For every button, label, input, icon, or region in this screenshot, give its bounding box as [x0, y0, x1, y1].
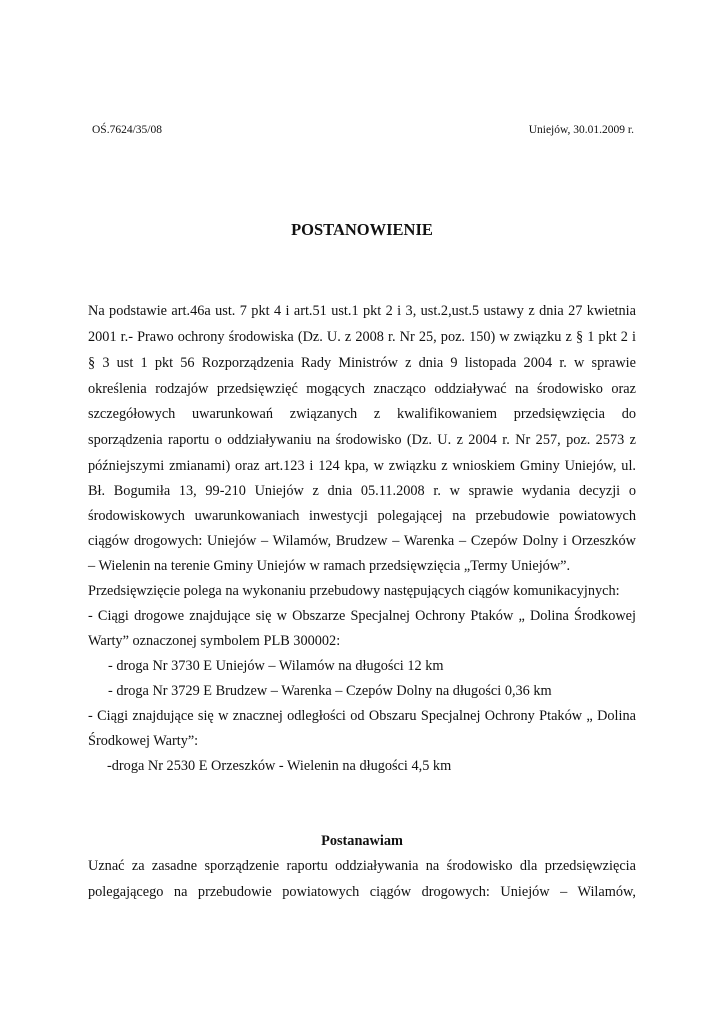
body-line: Bł. Bogumiła 13, 99-210 Uniejów z dnia 05.11.2008 r. w sprawie wydania decyzji o: [88, 483, 636, 499]
place-date: Uniejów, 30.01.2009 r.: [528, 124, 634, 136]
body-line: Przedsięwzięcie polega na wykonaniu przebudowy następujących ciągów komunikacyjnych:: [88, 583, 620, 599]
decision-heading: Postanawiam: [321, 833, 403, 849]
reference-number: OŚ.7624/35/08: [92, 124, 162, 136]
body-line: - Ciągi drogowe znajdujące się w Obszarze Specjalnej Ochrony Ptaków „ Dolina Środkowej: [88, 608, 636, 624]
decision-line: Uznać za zasadne sporządzenie raportu oddziaływania na środowisko dla przedsięwzięcia: [88, 858, 636, 874]
body-line: Środkowej Warty”:: [88, 733, 199, 749]
road-item: - droga Nr 3730 E Uniejów – Wilamów na długości 12 km: [108, 658, 444, 674]
road-item: -droga Nr 2530 E Orzeszków - Wielenin na długości 4,5 km: [107, 758, 452, 774]
body-line: późniejszymi zmianami) oraz art.123 i 124 kpa, w związku z wnioskiem Gminy Uniejów, ul.: [88, 458, 636, 474]
decision-line: polegającego na przebudowie powiatowych ciągów drogowych: Uniejów – Wilamów,: [88, 884, 636, 900]
body-line: Na podstawie art.46a ust. 7 pkt 4 i art.51 ust.1 pkt 2 i 3, ust.2,ust.5 ustawy z dnia 27 kwietnia: [88, 303, 636, 319]
body-line: 2001 r.- Prawo ochrony środowiska (Dz. U. z 2008 r. Nr 25, poz. 150) w związku z § 1 pkt 2 i: [88, 329, 636, 345]
body-line: - Ciągi znajdujące się w znacznej odległości od Obszaru Specjalnej Ochrony Ptaków „ Dolina: [88, 708, 636, 724]
document-title: POSTANOWIENIE: [291, 220, 433, 239]
body-line: – Wielenin na terenie Gminy Uniejów w ramach przedsięwzięcia „Termy Uniejów”.: [88, 558, 571, 574]
road-item: - droga Nr 3729 E Brudzew – Warenka – Czepów Dolny na długości 0,36 km: [108, 683, 552, 699]
body-line: Warty” oznaczonej symbolem PLB 300002:: [88, 633, 341, 649]
body-line: środowiskowych uwarunkowaniach inwestycji polegającej na przebudowie powiatowych: [88, 508, 636, 524]
body-line: sporządzenia raportu o oddziaływaniu na środowisko (Dz. U. z 2004 r. Nr 257, poz. 2573 z: [88, 432, 636, 448]
body-line: ciągów drogowych: Uniejów – Wilamów, Brudzew – Warenka – Czepów Dolny i Orzeszków: [88, 533, 636, 549]
body-line: określenia rodzajów przedsięwzięć mogących znacząco oddziaływać na środowisko oraz: [88, 381, 636, 397]
body-line: szczegółowych uwarunkowań związanych z kwalifikowaniem przedsięwzięcia do: [88, 406, 636, 422]
body-line: § 3 ust 1 pkt 56 Rozporządzenia Rady Ministrów z dnia 9 listopada 2004 r. w sprawie: [88, 355, 636, 371]
